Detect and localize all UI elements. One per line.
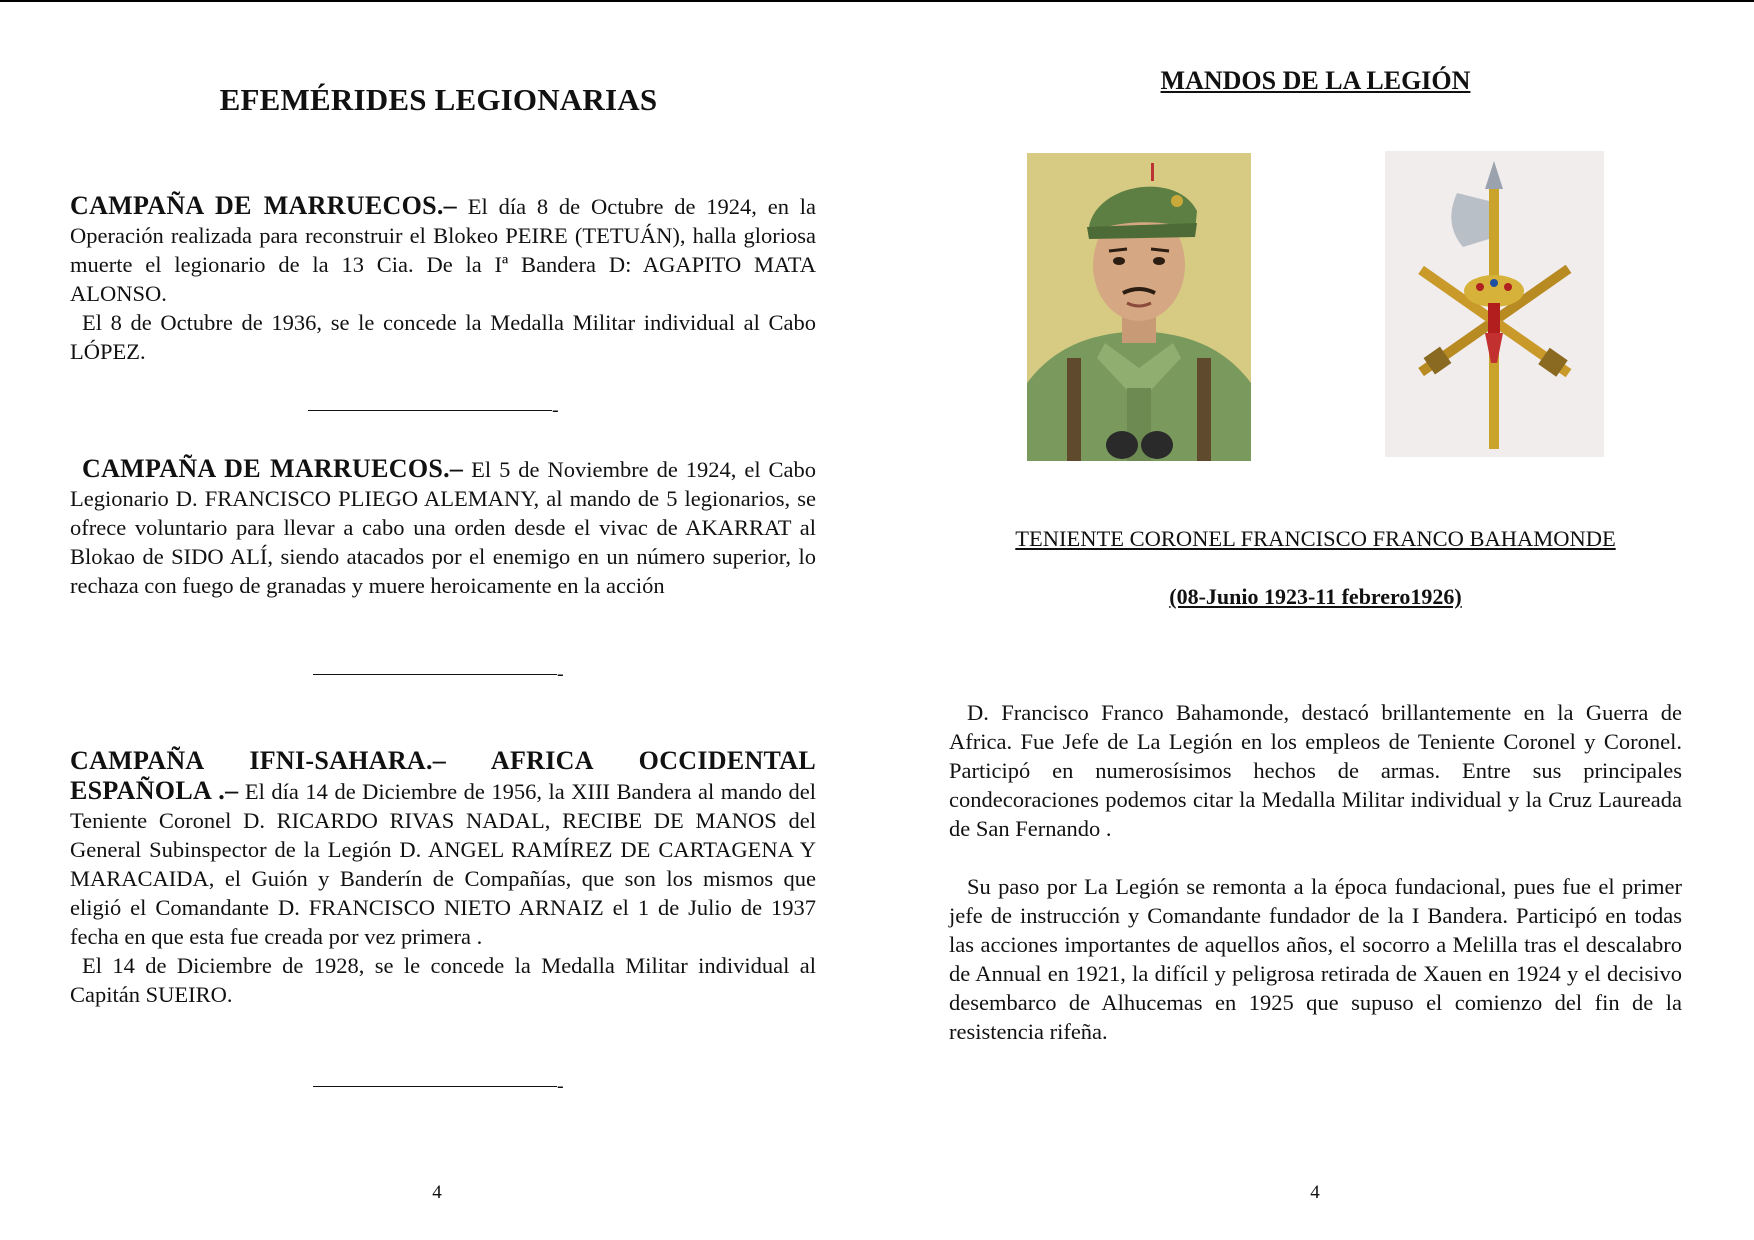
separator-line	[313, 674, 557, 675]
command-dates: (08-Junio 1923-11 febrero1926)	[1169, 584, 1462, 609]
portrait-caption: TENIENTE CORONEL FRANCISCO FRANCO BAHAMONDE	[1015, 526, 1616, 551]
entry-3	[70, 746, 816, 1009]
entry-extra: El 8 de Octubre de 1936, se le concede la Medalla Militar individual al Cabo LÓPEZ.	[70, 310, 816, 364]
legion-emblem-icon	[1385, 151, 1604, 457]
page-number: 4	[432, 1182, 442, 1203]
separator-line	[308, 410, 552, 411]
entry-text: El día 8 de Octubre de 1924, en la Operación realizada para reconstruir el Blokeo PEIRE (TETUÁN), halla gloriosa muerte el legionario de la 13 Cia. De la Iª Bandera D: AGAPITO MATA ALONSO.	[70, 194, 816, 306]
entry-2	[70, 454, 816, 600]
page-title: EFEMÉRIDES LEGIONARIAS	[219, 82, 658, 117]
page-number: 4	[1310, 1182, 1320, 1203]
portrait-image	[1027, 153, 1251, 461]
entry-lead: CAMPAÑA DE MARRUECOS.–	[70, 191, 457, 220]
entry-extra: El 14 de Diciembre de 1928, se le concede la Medalla Militar individual al Capitán SUEIRO.	[70, 953, 816, 1007]
bio-paragraph-1	[949, 698, 1682, 843]
separator-line	[313, 1086, 557, 1087]
separator-dash: -	[557, 663, 564, 685]
entry-text: El día 14 de Diciembre de 1956, la XIII Bandera al mando del Teniente Coronel D. RICARDO RIVAS NADAL, RECIBE DE MANOS del General Subinspector de la Legión D. ANGEL RAMÍREZ DE CARTAGENA Y MARACAIDA, el Guión y Banderín de Compañías, que son los mismos que eligió el Comandante D. FRANCISCO NIETO ARNAIZ el 1 de Julio de 1937 fecha en que esta fue creada por vez primera .	[70, 779, 816, 949]
bio-paragraph-2	[949, 872, 1682, 1046]
emblem-image	[1385, 151, 1604, 457]
right-page	[877, 0, 1754, 1240]
portrait-painting-icon	[1027, 153, 1251, 461]
page-title: MANDOS DE LA LEGIÓN	[1160, 66, 1471, 95]
entry-lead: CAMPAÑA IFNI-SAHARA.– AFRICA OCCIDENTAL ESPAÑOLA .–	[70, 746, 816, 805]
entry-lead: CAMPAÑA DE MARRUECOS.–	[82, 454, 464, 483]
entry-1	[70, 191, 816, 366]
bio-text: D. Francisco Franco Bahamonde, destacó brillantemente en la Guerra de Africa. Fue Jefe de La Legión en los empleos de Teniente Coronel y Coronel. Participó en numerosísimos hechos de armas. Entre sus principales condecoraciones podemos citar la Medalla Militar individual y la Cruz Laureada de San Fernando .	[949, 700, 1682, 841]
bio-text: Su paso por La Legión se remonta a la época fundacional, pues fue el primer jefe de instrucción y Comandante fundador de la I Bandera. Participó en todas las acciones importantes de aquellos años, el socorro a Melilla tras el descalabro de Annual en 1921, la difícil y peligrosa retirada de Xauen en 1924 y el decisivo desembarco de Alhucemas en 1925 que supuso el comienzo del fin de la resistencia rifeña.	[949, 874, 1682, 1044]
entry-text: El 5 de Noviembre de 1924, el Cabo Legionario D. FRANCISCO PLIEGO ALEMANY, al mando de 5 legionarios, se ofrece voluntario para llevar a cabo una orden desde el vivac de AKARRAT al Blokao de SIDO ALÍ, siendo atacados por el enemigo en un número superior, lo rechaza con fuego de granadas y muere heroicamente en la acción	[70, 457, 817, 598]
separator-dash: -	[552, 399, 559, 421]
separator-dash: -	[557, 1075, 564, 1097]
